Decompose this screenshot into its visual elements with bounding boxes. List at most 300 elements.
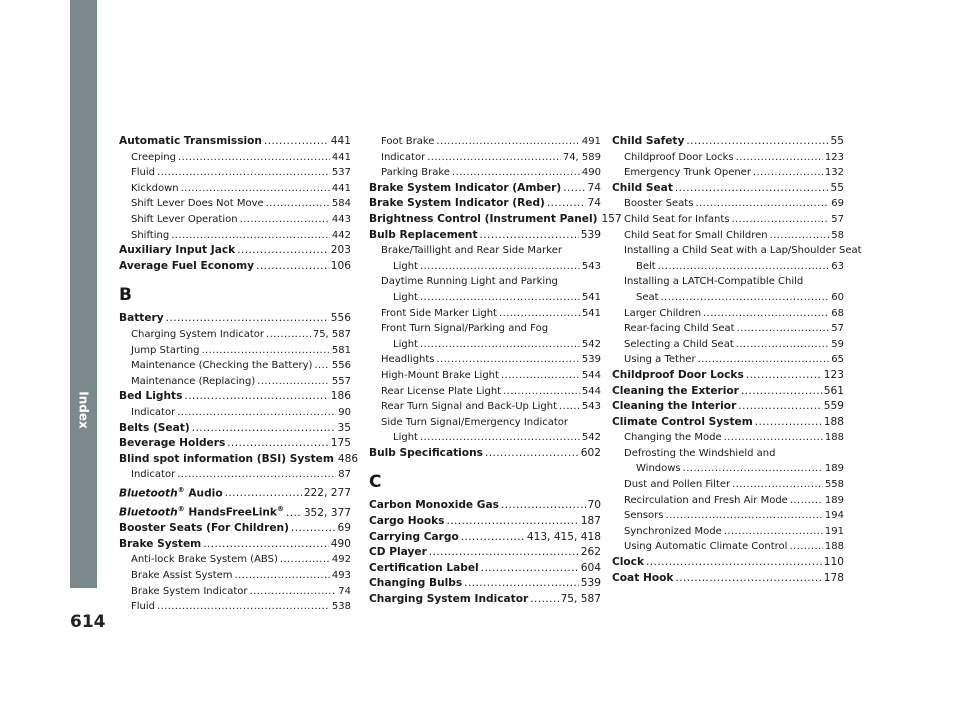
- index-subentry[interactable]: [612, 259, 844, 275]
- index-term: Synchronized Mode: [624, 525, 722, 537]
- dot-leader: [736, 150, 823, 166]
- index-term: Shift Lever Operation: [131, 213, 238, 225]
- dot-leader: [184, 389, 328, 405]
- index-subentry[interactable]: [612, 337, 844, 353]
- index-entry[interactable]: [119, 389, 351, 405]
- page-reference[interactable]: 556: [331, 360, 351, 372]
- page-reference[interactable]: 557: [331, 375, 351, 387]
- index-term: Bed Lights: [119, 390, 183, 403]
- index-term: Childproof Door Locks: [612, 368, 744, 381]
- page-reference[interactable]: 539: [580, 577, 601, 590]
- index-entry[interactable]: [119, 452, 359, 468]
- page-reference[interactable]: 74, 589: [562, 151, 601, 163]
- page-reference[interactable]: 556: [330, 312, 351, 325]
- index-term: Indicator: [131, 469, 176, 481]
- index-term: Maintenance (Checking the Battery): [131, 360, 313, 372]
- index-term: Headlights: [381, 354, 435, 366]
- index-subentry[interactable]: [612, 150, 844, 166]
- index-entry[interactable]: [369, 181, 601, 197]
- index-term: Belts (Seat): [119, 421, 190, 434]
- page-reference[interactable]: 441: [331, 151, 351, 163]
- dot-leader: [461, 530, 525, 546]
- section-letter-c: C: [369, 472, 382, 493]
- index-entry[interactable]: [612, 134, 844, 150]
- page-reference[interactable]: 352, 377: [303, 506, 351, 519]
- index-subentry[interactable]: [369, 150, 601, 166]
- index-term: Light: [393, 432, 418, 444]
- dot-leader: [755, 415, 822, 431]
- page-reference[interactable]: 186: [330, 390, 351, 403]
- index-term: Clock: [612, 556, 645, 569]
- page-reference[interactable]: 413, 415, 418: [526, 530, 601, 543]
- index-subentry[interactable]: [369, 306, 601, 322]
- dot-leader: [703, 306, 829, 322]
- index-term: Beverage Holders: [119, 437, 226, 450]
- page-reference[interactable]: 191: [824, 525, 844, 537]
- index-entry[interactable]: [119, 243, 351, 259]
- index-term: Battery: [119, 312, 164, 325]
- dot-leader: [166, 311, 329, 327]
- dot-leader: [790, 493, 823, 509]
- index-term: Automatic Transmission: [119, 135, 262, 147]
- page-reference[interactable]: 541: [581, 291, 601, 303]
- index-term: Kickdown: [131, 182, 179, 194]
- page-reference[interactable]: 90: [338, 406, 351, 418]
- index-term: Larger Children: [624, 307, 702, 319]
- dot-leader: [291, 521, 336, 537]
- index-subentry[interactable]: [369, 352, 601, 368]
- page-reference[interactable]: 55: [830, 135, 844, 147]
- page-reference[interactable]: 74: [587, 197, 601, 210]
- index-subentry[interactable]: [119, 165, 351, 181]
- page-reference[interactable]: 538: [331, 601, 351, 613]
- dot-leader: [646, 555, 822, 571]
- page-reference[interactable]: 157: [601, 212, 622, 225]
- index-subentry[interactable]: [612, 508, 844, 524]
- index-term: Cleaning the Interior: [612, 400, 737, 413]
- dot-leader: [683, 461, 823, 477]
- index-subentry[interactable]: [369, 134, 601, 150]
- index-entry[interactable]: [369, 228, 601, 244]
- index-term: Charging System Indicator: [369, 593, 529, 606]
- index-entry[interactable]: [119, 483, 351, 502]
- page-reference[interactable]: 443: [331, 213, 351, 225]
- index-term: Certification Label: [369, 561, 479, 574]
- index-term: Anti-lock Brake System (ABS): [131, 554, 278, 566]
- page-reference[interactable]: 490: [581, 167, 601, 179]
- index-term: Child Seat: [612, 181, 673, 194]
- index-subentry[interactable]: [612, 321, 844, 337]
- index-term: Bulb Specifications: [369, 446, 483, 459]
- page-reference[interactable]: 222, 277: [303, 487, 351, 500]
- index-term: Brake System Indicator (Amber): [369, 181, 562, 194]
- page-reference[interactable]: 188: [823, 415, 844, 428]
- index-subentry[interactable]: [369, 399, 601, 415]
- dot-leader: [225, 486, 302, 502]
- index-subentry[interactable]: [612, 290, 844, 306]
- index-subentry[interactable]: [119, 327, 351, 343]
- page-reference[interactable]: 59: [831, 338, 844, 350]
- dot-leader: [686, 134, 828, 150]
- index-term: Carrying Cargo: [369, 530, 459, 543]
- index-entry[interactable]: [369, 530, 601, 546]
- index-term: Changing Bulbs: [369, 577, 463, 590]
- index-entry[interactable]: [119, 421, 351, 437]
- page-reference[interactable]: 63: [831, 260, 844, 272]
- page-reference[interactable]: 559: [823, 400, 844, 413]
- index-entry[interactable]: [369, 561, 601, 577]
- dot-leader: [695, 196, 829, 212]
- page-reference[interactable]: 581: [331, 344, 351, 356]
- index-subentry[interactable]: [369, 384, 601, 400]
- dot-leader: [157, 165, 330, 181]
- dot-leader: [203, 537, 329, 553]
- page-reference[interactable]: 490: [330, 537, 351, 550]
- dot-leader: [437, 352, 580, 368]
- index-entry[interactable]: [369, 446, 601, 462]
- dot-leader: [181, 181, 330, 197]
- page-reference[interactable]: 543: [581, 401, 601, 413]
- page-reference[interactable]: 69: [337, 522, 351, 535]
- index-subentry[interactable]: [119, 343, 351, 359]
- page-reference[interactable]: 541: [581, 307, 601, 319]
- index-subentry[interactable]: [119, 374, 351, 390]
- index-term: Fluid: [131, 601, 155, 613]
- dot-leader: [436, 134, 579, 150]
- index-term: Dust and Pollen Filter: [624, 479, 731, 491]
- page-reference[interactable]: 175: [330, 437, 351, 450]
- page-reference[interactable]: 60: [831, 291, 844, 303]
- page-reference[interactable]: 539: [581, 354, 601, 366]
- dot-leader: [736, 337, 830, 353]
- index-subentry[interactable]: [612, 493, 844, 509]
- page-reference[interactable]: 544: [581, 385, 601, 397]
- index-subentry[interactable]: [119, 552, 351, 568]
- dot-leader: [547, 196, 586, 212]
- page-reference[interactable]: 542: [581, 338, 601, 350]
- index-term: Coat Hook: [612, 571, 674, 584]
- index-entry[interactable]: [369, 514, 601, 530]
- index-entry[interactable]: [369, 196, 601, 212]
- dot-leader: [770, 228, 830, 244]
- page-reference[interactable]: 106: [330, 259, 351, 272]
- dot-leader: [266, 196, 330, 212]
- index-entry[interactable]: [369, 498, 601, 514]
- index-subentry[interactable]: [612, 524, 844, 540]
- page-reference[interactable]: 604: [580, 561, 601, 574]
- index-subentry[interactable]: [612, 212, 844, 228]
- index-term: Cleaning the Exterior: [612, 384, 739, 397]
- dot-leader: [286, 506, 302, 522]
- dot-leader: [724, 524, 823, 540]
- index-term: Average Fuel Economy: [119, 259, 255, 272]
- dot-leader: [280, 552, 330, 568]
- dot-leader: [675, 571, 821, 587]
- index-term: Parking Brake: [381, 167, 450, 179]
- index-term: Emergency Trunk Opener: [624, 167, 751, 179]
- index-term: CD Player: [369, 546, 427, 559]
- page-reference[interactable]: 542: [581, 432, 601, 444]
- index-term: Indicator: [381, 151, 426, 163]
- page-reference[interactable]: 584: [331, 198, 351, 210]
- index-entry[interactable]: [369, 592, 601, 608]
- dot-leader: [499, 306, 580, 322]
- page-reference[interactable]: 442: [331, 229, 351, 241]
- index-term: Light: [393, 338, 418, 350]
- page-reference[interactable]: 486: [337, 452, 359, 465]
- index-side-tab: [70, 0, 97, 588]
- index-term: Brake System Indicator: [131, 585, 248, 597]
- index-term: Shifting: [131, 229, 170, 241]
- dot-leader: [753, 165, 823, 181]
- index-subentry[interactable]: [612, 306, 844, 322]
- page-reference[interactable]: 188: [824, 432, 844, 444]
- index-subentry[interactable]: [369, 430, 601, 446]
- page-reference[interactable]: 543: [581, 260, 601, 272]
- page-reference[interactable]: 74: [587, 181, 601, 194]
- index-entry[interactable]: [119, 134, 351, 150]
- page-reference[interactable]: 493: [331, 569, 351, 581]
- index-term: Creeping: [131, 151, 176, 163]
- page-reference[interactable]: 491: [581, 136, 601, 147]
- dot-leader: [658, 259, 830, 275]
- index-subentry-wrap: Brake/Taillight and Rear Side Marker: [381, 245, 562, 257]
- index-column-3: [612, 134, 862, 586]
- index-subentry[interactable]: [612, 461, 844, 477]
- page-reference[interactable]: 194: [824, 510, 844, 522]
- index-term: Auxiliary Input Jack: [119, 244, 236, 257]
- dot-leader: [746, 368, 822, 384]
- index-term: Bluetooth® HandsFreeLink®: [119, 505, 284, 519]
- dot-leader: [452, 165, 580, 181]
- index-entry[interactable]: [119, 436, 351, 452]
- dot-leader: [177, 405, 336, 421]
- dot-leader: [530, 592, 558, 608]
- index-term: Rear Turn Signal and Back-Up Light: [381, 401, 558, 413]
- page-reference[interactable]: 123: [824, 151, 844, 163]
- index-subentry-wrap: Side Turn Signal/Emergency Indicator: [381, 416, 569, 428]
- index-term: Rear-facing Child Seat: [624, 323, 735, 335]
- page-reference[interactable]: 544: [581, 369, 601, 381]
- dot-leader: [503, 384, 580, 400]
- index-term: Childproof Door Locks: [624, 151, 734, 163]
- index-subentry-wrap: Installing a Child Seat with a Lap/Shoulder Seat: [624, 245, 862, 257]
- index-subentry[interactable]: [612, 196, 844, 212]
- page-reference[interactable]: 110: [823, 556, 844, 569]
- index-subentry[interactable]: [119, 568, 351, 584]
- dot-leader: [446, 514, 578, 530]
- index-column-2: [369, 134, 622, 608]
- index-entry[interactable]: [369, 545, 601, 561]
- dot-leader: [501, 368, 580, 384]
- page-reference[interactable]: 65: [831, 354, 844, 366]
- index-term: Shift Lever Does Not Move: [131, 198, 264, 210]
- index-term: Brake Assist System: [131, 569, 233, 581]
- page-reference[interactable]: 188: [824, 541, 844, 553]
- index-term: Brake System Indicator (Red): [369, 197, 545, 210]
- page-reference[interactable]: 69: [831, 198, 844, 210]
- index-subentry[interactable]: [369, 337, 601, 353]
- index-term: Front Side Marker Light: [381, 307, 497, 319]
- page-reference[interactable]: 58: [831, 229, 844, 241]
- index-entry[interactable]: [612, 415, 844, 431]
- index-entry[interactable]: [369, 576, 601, 592]
- index-term: Using a Tether: [624, 354, 696, 366]
- page-reference[interactable]: 558: [824, 479, 844, 491]
- page-reference[interactable]: 74: [338, 585, 351, 597]
- index-subentry[interactable]: [119, 181, 351, 197]
- index-entry[interactable]: [119, 521, 351, 537]
- dot-leader: [501, 498, 586, 514]
- index-subentry[interactable]: [119, 212, 351, 228]
- page-reference[interactable]: 57: [831, 323, 844, 335]
- index-term: Cargo Hooks: [369, 515, 445, 528]
- dot-leader: [724, 430, 823, 446]
- index-term: Jump Starting: [131, 344, 200, 356]
- index-entry[interactable]: [612, 399, 844, 415]
- index-subentry[interactable]: [612, 430, 844, 446]
- dot-leader: [314, 358, 330, 374]
- index-term: Foot Brake: [381, 136, 435, 147]
- page-reference[interactable]: 75, 587: [312, 328, 351, 340]
- index-term: Windows: [636, 463, 681, 475]
- index-entry[interactable]: [119, 537, 351, 553]
- index-subentry[interactable]: [119, 405, 351, 421]
- dot-leader: [429, 545, 579, 561]
- index-term: Belt: [636, 260, 656, 272]
- index-term: Changing the Mode: [624, 432, 722, 444]
- index-term: Bluetooth® Audio: [119, 485, 223, 500]
- index-term: Bulb Replacement: [369, 228, 478, 241]
- index-subentry[interactable]: [119, 150, 351, 166]
- page-reference[interactable]: 262: [580, 546, 601, 559]
- page-reference[interactable]: 189: [824, 494, 844, 506]
- dot-leader: [201, 343, 329, 359]
- index-subentry[interactable]: [612, 228, 844, 244]
- page-reference[interactable]: 57: [831, 213, 844, 225]
- index-term: Recirculation and Fresh Air Mode: [624, 494, 788, 506]
- page-reference[interactable]: 189: [824, 463, 844, 475]
- index-term: Seat: [636, 291, 659, 303]
- page-reference[interactable]: 55: [830, 181, 844, 194]
- index-subentry[interactable]: [119, 196, 351, 212]
- dot-leader: [257, 374, 330, 390]
- index-term: Maintenance (Replacing): [131, 375, 256, 387]
- index-entry[interactable]: [612, 368, 844, 384]
- section-letter-b: B: [119, 285, 132, 306]
- index-subentry[interactable]: [119, 599, 351, 615]
- index-term: Indicator: [131, 406, 176, 418]
- index-term: Charging System Indicator: [131, 328, 265, 340]
- index-term: High-Mount Brake Light: [381, 369, 499, 381]
- dot-leader: [264, 134, 329, 150]
- dot-leader: [480, 228, 579, 244]
- index-subentry[interactable]: [369, 165, 601, 181]
- index-term: Climate Control System: [612, 415, 753, 428]
- page-reference[interactable]: 203: [330, 244, 351, 257]
- dot-leader: [485, 446, 579, 462]
- index-term: Selecting a Child Seat: [624, 338, 734, 350]
- dot-leader: [481, 561, 579, 577]
- index-term: Booster Seats: [624, 198, 694, 210]
- dot-leader: [666, 508, 823, 524]
- index-subentry[interactable]: [612, 165, 844, 181]
- index-subentry[interactable]: [369, 259, 601, 275]
- index-term: Rear License Plate Light: [381, 385, 502, 397]
- dot-leader: [738, 399, 821, 415]
- side-tab-label: Index: [76, 391, 91, 429]
- page-reference[interactable]: 87: [338, 469, 351, 481]
- dot-leader: [177, 467, 336, 483]
- page-reference[interactable]: 75, 587: [560, 593, 601, 606]
- dot-leader: [256, 259, 329, 275]
- page-reference[interactable]: 441: [331, 182, 351, 194]
- page-reference[interactable]: 187: [580, 515, 601, 528]
- index-entry[interactable]: [612, 181, 844, 197]
- page-reference[interactable]: 561: [823, 384, 844, 397]
- dot-leader: [171, 228, 330, 244]
- index-subentry[interactable]: [612, 477, 844, 493]
- page-reference[interactable]: 70: [587, 499, 601, 512]
- index-subentry[interactable]: [119, 584, 351, 600]
- page-reference[interactable]: 132: [824, 167, 844, 179]
- page-reference[interactable]: 537: [331, 167, 351, 179]
- dot-leader: [178, 150, 330, 166]
- index-entry[interactable]: [119, 259, 351, 275]
- index-term: Light: [393, 291, 418, 303]
- page-reference[interactable]: 602: [580, 446, 601, 459]
- dot-leader: [420, 430, 580, 446]
- index-subentry[interactable]: [119, 358, 351, 374]
- page-reference[interactable]: 178: [823, 571, 844, 584]
- index-entry[interactable]: [612, 384, 844, 400]
- dot-leader: [559, 399, 580, 415]
- dot-leader: [235, 568, 330, 584]
- index-subentry[interactable]: [119, 228, 351, 244]
- index-subentry[interactable]: [612, 539, 844, 555]
- index-subentry[interactable]: [612, 352, 844, 368]
- page-number: 614: [70, 612, 106, 632]
- index-subentry[interactable]: [119, 467, 351, 483]
- index-entry[interactable]: [119, 502, 351, 521]
- index-subentry-wrap: Defrosting the Windshield and: [624, 447, 776, 459]
- page-reference[interactable]: 441: [330, 135, 351, 147]
- dot-leader: [563, 181, 585, 197]
- index-term: Fluid: [131, 167, 155, 179]
- dot-leader: [240, 212, 330, 228]
- page-reference[interactable]: 123: [823, 368, 844, 381]
- dot-leader: [732, 477, 823, 493]
- index-subentry-wrap: Front Turn Signal/Parking and Fog: [381, 323, 549, 335]
- dot-leader: [157, 599, 330, 615]
- dot-leader: [789, 539, 822, 555]
- index-entry[interactable]: [612, 571, 844, 587]
- index-entry[interactable]: [119, 311, 351, 327]
- index-term: Brake System: [119, 537, 202, 550]
- index-entry[interactable]: [612, 555, 844, 571]
- dot-leader: [266, 327, 311, 343]
- index-entry[interactable]: [369, 212, 622, 228]
- index-subentry[interactable]: [369, 290, 601, 306]
- page-reference[interactable]: 35: [337, 421, 351, 434]
- page-reference[interactable]: 492: [331, 554, 351, 566]
- page-reference[interactable]: 68: [831, 307, 844, 319]
- index-subentry[interactable]: [369, 368, 601, 384]
- dot-leader: [737, 321, 830, 337]
- dot-leader: [464, 576, 579, 592]
- dot-leader: [698, 352, 830, 368]
- page-reference[interactable]: 539: [580, 228, 601, 241]
